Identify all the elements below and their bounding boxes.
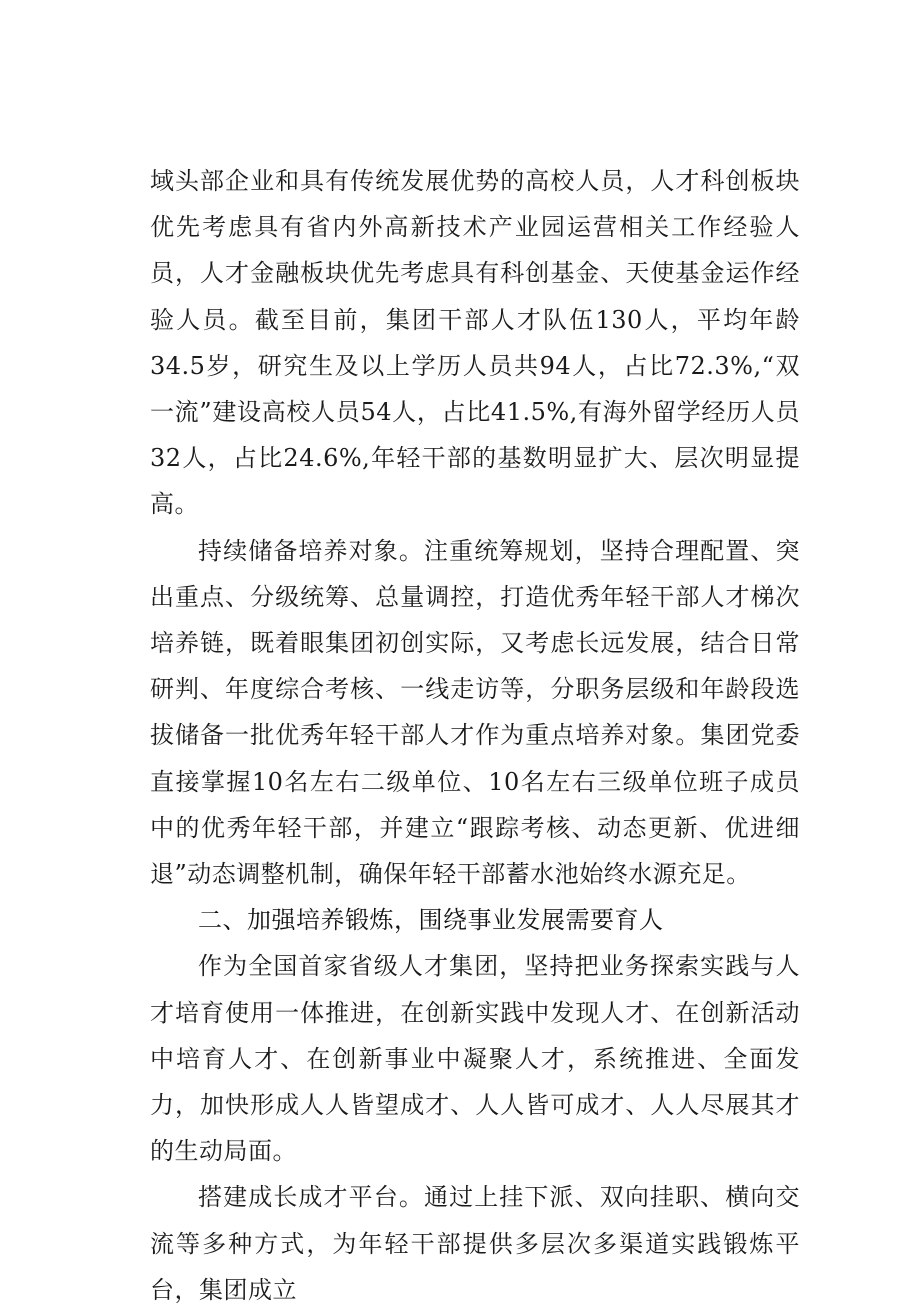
section-heading: 二、加强培养锻炼，围绕事业发展需要育人 (198, 906, 664, 935)
paragraph-talent-composition: 域头部企业和具有传统发展优势的高校人员，人才科创板块优先考虑具有省内外高新技术产业园运营相关工作经验人员，人才金融板块优先考虑具有科创基金、天使基金运作经验人员。截至目前，集团干部人才队伍130人，平均年龄34.5岁，研究生及以上学历人员共94人，占比72.3%,“双一流”建设高校人员54人，占比41.5%,有海外留学经历人员32人，占比24.6%,年轻干部的基数明显扩大、层次明显提高。 (150, 167, 800, 519)
paragraph-provincial-talent-group: 作为全国首家省级人才集团，坚持把业务探索实践与人才培育使用一体推进，在创新实践中发现人才、在创新活动中培育人才、在创新事业中凝聚人才，系统推进、全面发力，加快形成人人皆望成才、人人皆可成才、人人尽展其才的生动局面。 (150, 952, 800, 1166)
document-body (150, 158, 800, 1313)
paragraph-reserve-training: 持续储备培养对象。注重统筹规划，坚持合理配置、突出重点、分级统筹、总量调控，打造优秀年轻干部人才梯次培养链，既着眼集团初创实际，又考虑长远发展，结合日常研判、年度综合考核、一线走访等，分职务层级和年龄段选拔储备一批优秀年轻干部人才作为重点培养对象。集团党委直接掌握10名左右二级单位、10名左右三级单位班子成员中的优秀年轻干部，并建立“跟踪考核、动态更新、优进细退”动态调整机制，确保年轻干部蓄水池始终水源充足。 (150, 536, 800, 889)
paragraph-growth-platform: 搭建成长成才平台。通过上挂下派、双向挂职、横向交流等多种方式，为年轻干部提供多层次多渠道实践锻炼平台，集团成立 (150, 1183, 800, 1304)
